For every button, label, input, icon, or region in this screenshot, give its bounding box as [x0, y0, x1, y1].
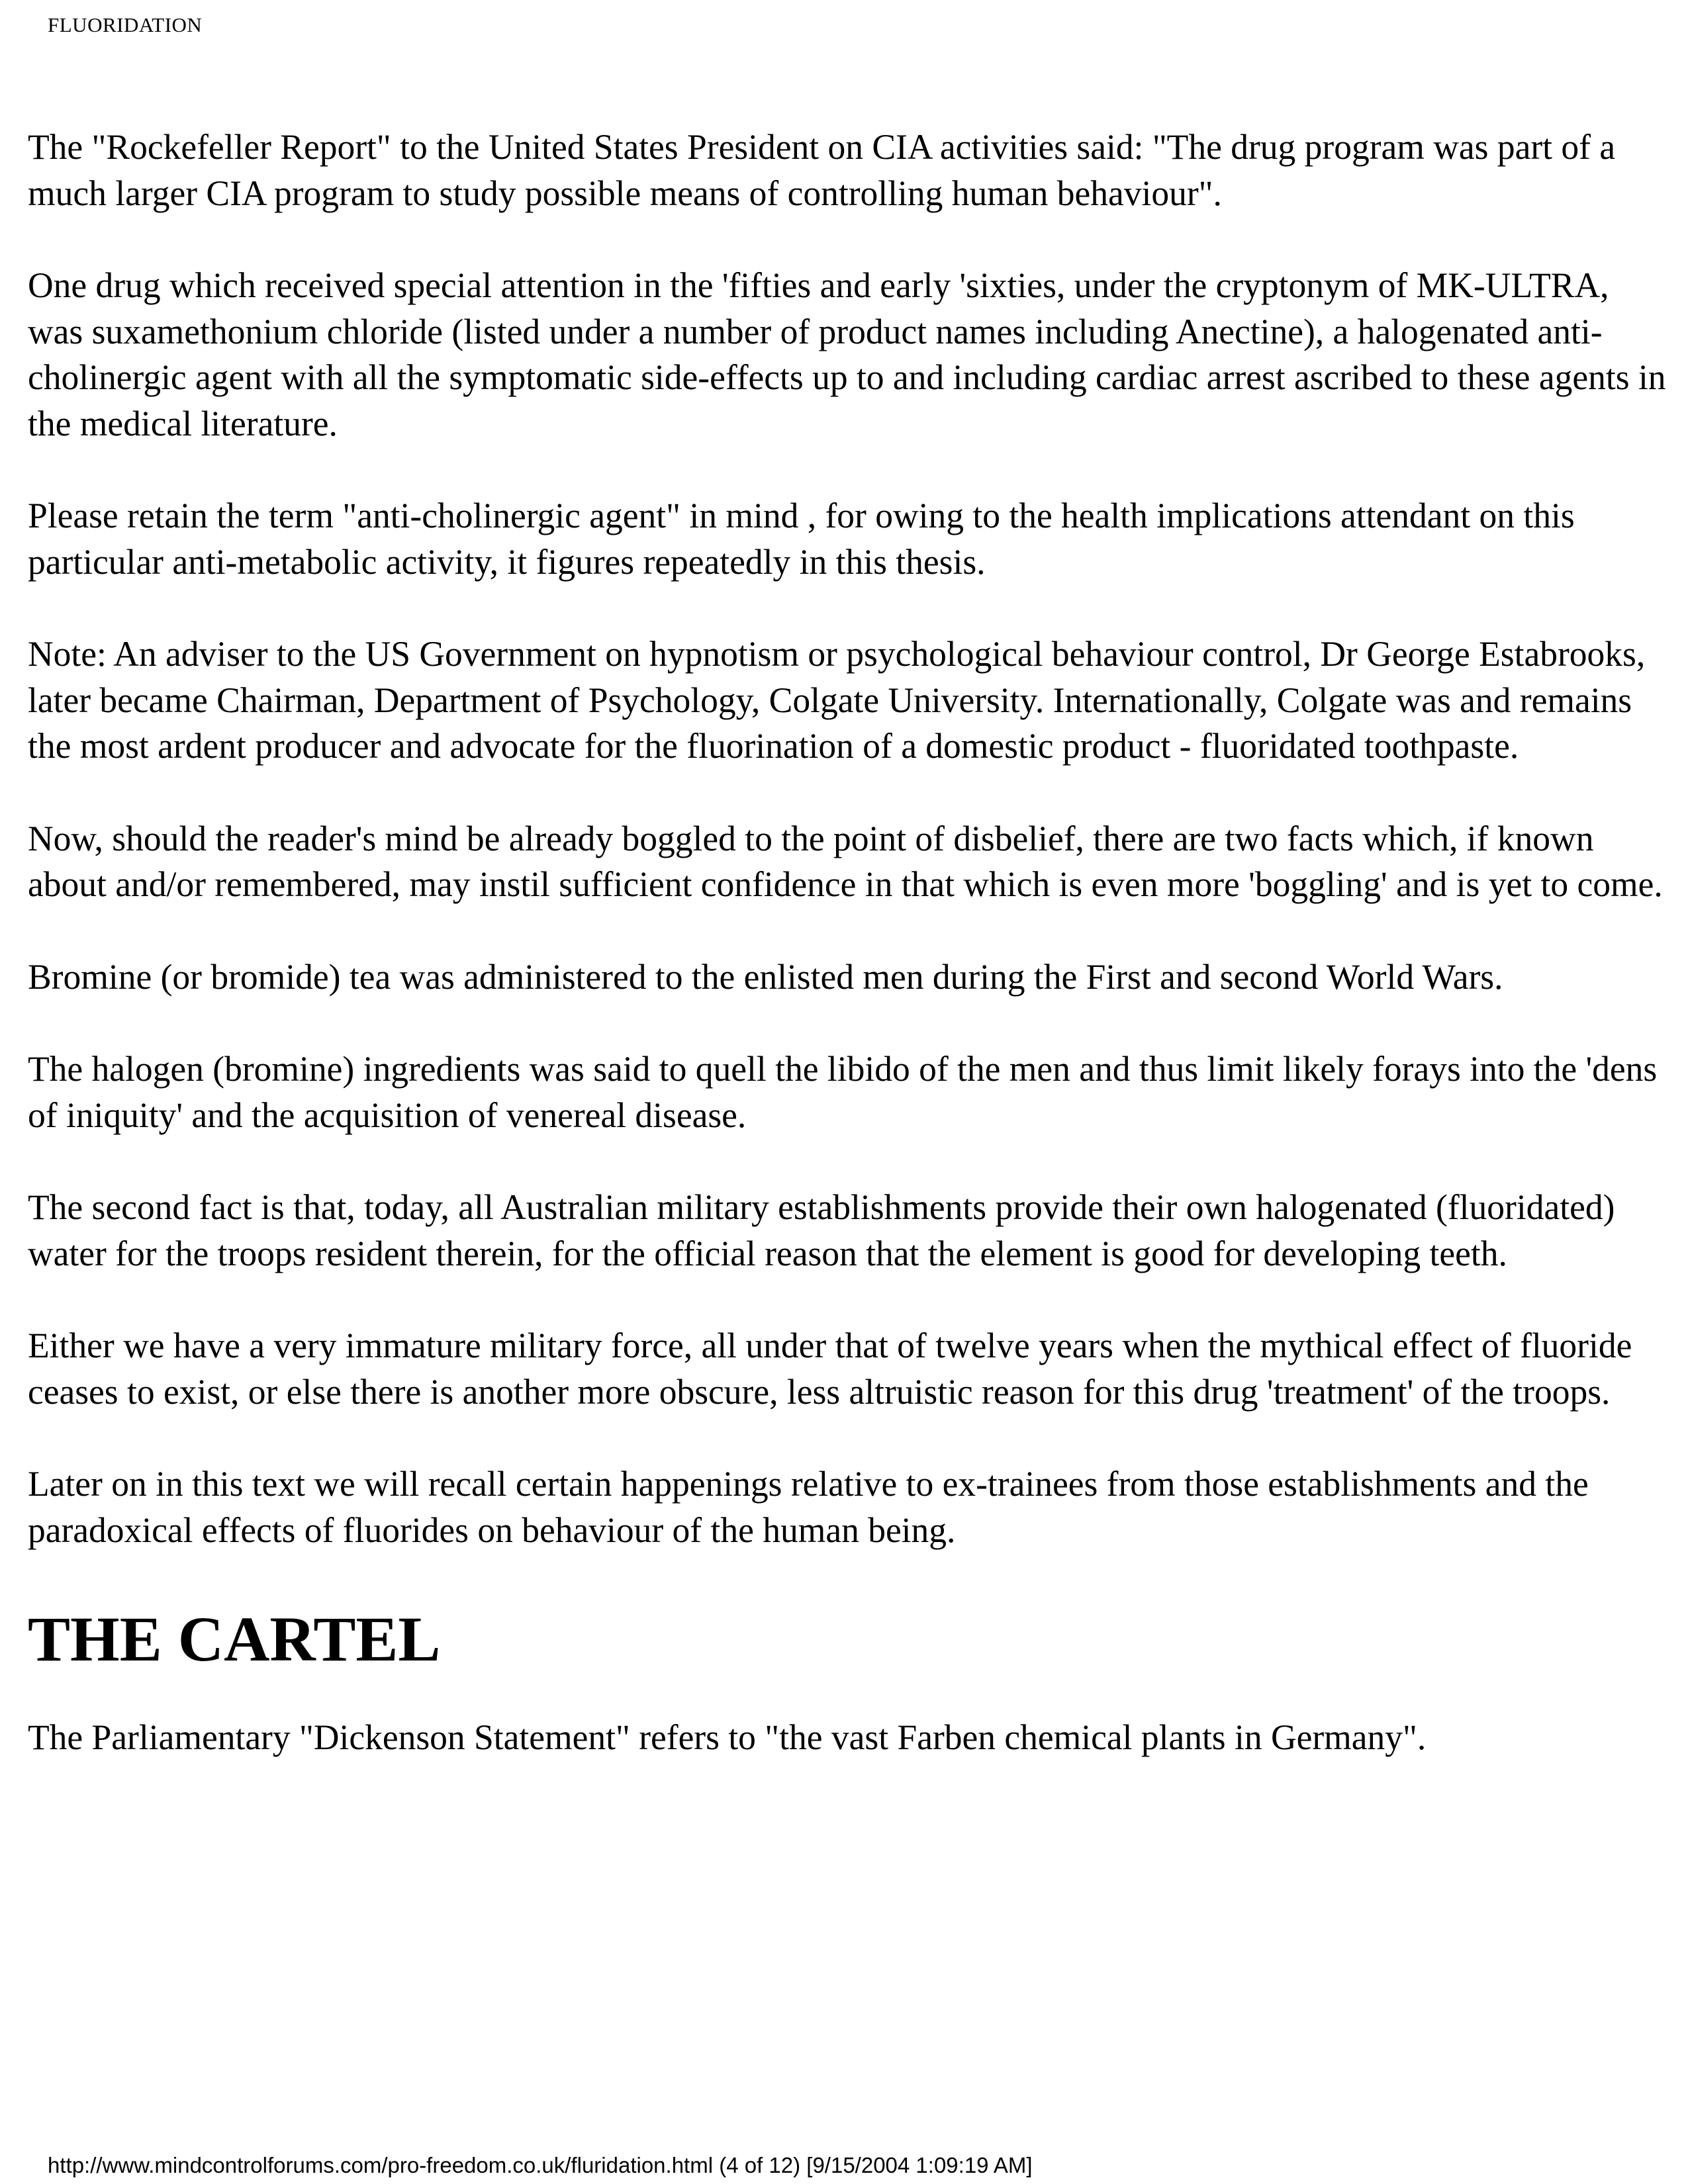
source-url-footer: http://www.mindcontrolforums.com/pro-freedom.co.uk/fluridation.html (4 of 12) [9/15/2004 1:09:19 AM] [48, 2153, 1033, 2177]
paragraph-bromine-tea: Bromine (or bromide) tea was administered to the enlisted men during the First and second World Wars. [28, 956, 1503, 997]
paragraph-estabrooks-note: Note: An adviser to the US Government on hypnotism or psychological behaviour control, Dr George Estabrooks, later became Chairman, Department of Psychology, Colgate University. Internationally, Colgate was and remains the most ardent producer and advocate for the fluorination of a domestic product - fluoridated toothpaste. [28, 634, 1646, 766]
paragraph-second-fact: The second fact is that, today, all Australian military establishments provide their own halogenated (fluoridated) water for the troops resident therein, for the official reason that the element is good for developing teeth. [28, 1187, 1615, 1273]
paragraph-mk-ultra: One drug which received special attention in the 'fifties and early 'sixties, under the cryptonym of MK-ULTRA, was suxamethonium chloride (listed under a number of product names including Anectine), a halogenated anti-cholinergic agent with all the symptomatic side-effects up to and including cardiac arrest ascribed to these agents in the medical literature. [28, 265, 1666, 443]
paragraph-immature-military: Either we have a very immature military force, all under that of twelve years when the mythical effect of fluoride ceases to exist, or else there is another more obscure, less altruistic reason for this drug 'treatment' of the troops. [28, 1326, 1632, 1412]
paragraph-rockefeller-report: The "Rockefeller Report" to the United States President on CIA activities said: "The drug program was part of a much larger CIA program to study possible means of controlling human behaviour". [28, 127, 1616, 213]
section-heading-the-cartel: THE CARTEL [28, 1604, 441, 1674]
paragraph-halogen-libido: The halogen (bromine) ingredients was said to quell the libido of the men and thus limit likely forays into the 'dens of iniquity' and the acquisition of venereal disease. [28, 1049, 1658, 1135]
paragraph-later-on: Later on in this text we will recall certain happenings relative to ex-trainees from those establishments and the paradoxical effects of fluorides on behaviour of the human being. [28, 1464, 1589, 1550]
document-body [28, 124, 1669, 1807]
paragraph-two-facts: Now, should the reader's mind be already boggled to the point of disbelief, there are two facts which, if known about and/or remembered, may instil sufficient confidence in that which is even more 'boggling' and is yet to come. [28, 818, 1663, 904]
paragraph-dickenson-statement: The Parliamentary "Dickenson Statement" refers to "the vast Farben chemical plants in Germany". [28, 1717, 1427, 1757]
running-header: FLUORIDATION [48, 13, 203, 36]
paragraph-anti-cholinergic: Please retain the term "anti-cholinergic agent" in mind , for owing to the health implications attendant on this particular anti-metabolic activity, it figures repeatedly in this thesis. [28, 496, 1575, 582]
